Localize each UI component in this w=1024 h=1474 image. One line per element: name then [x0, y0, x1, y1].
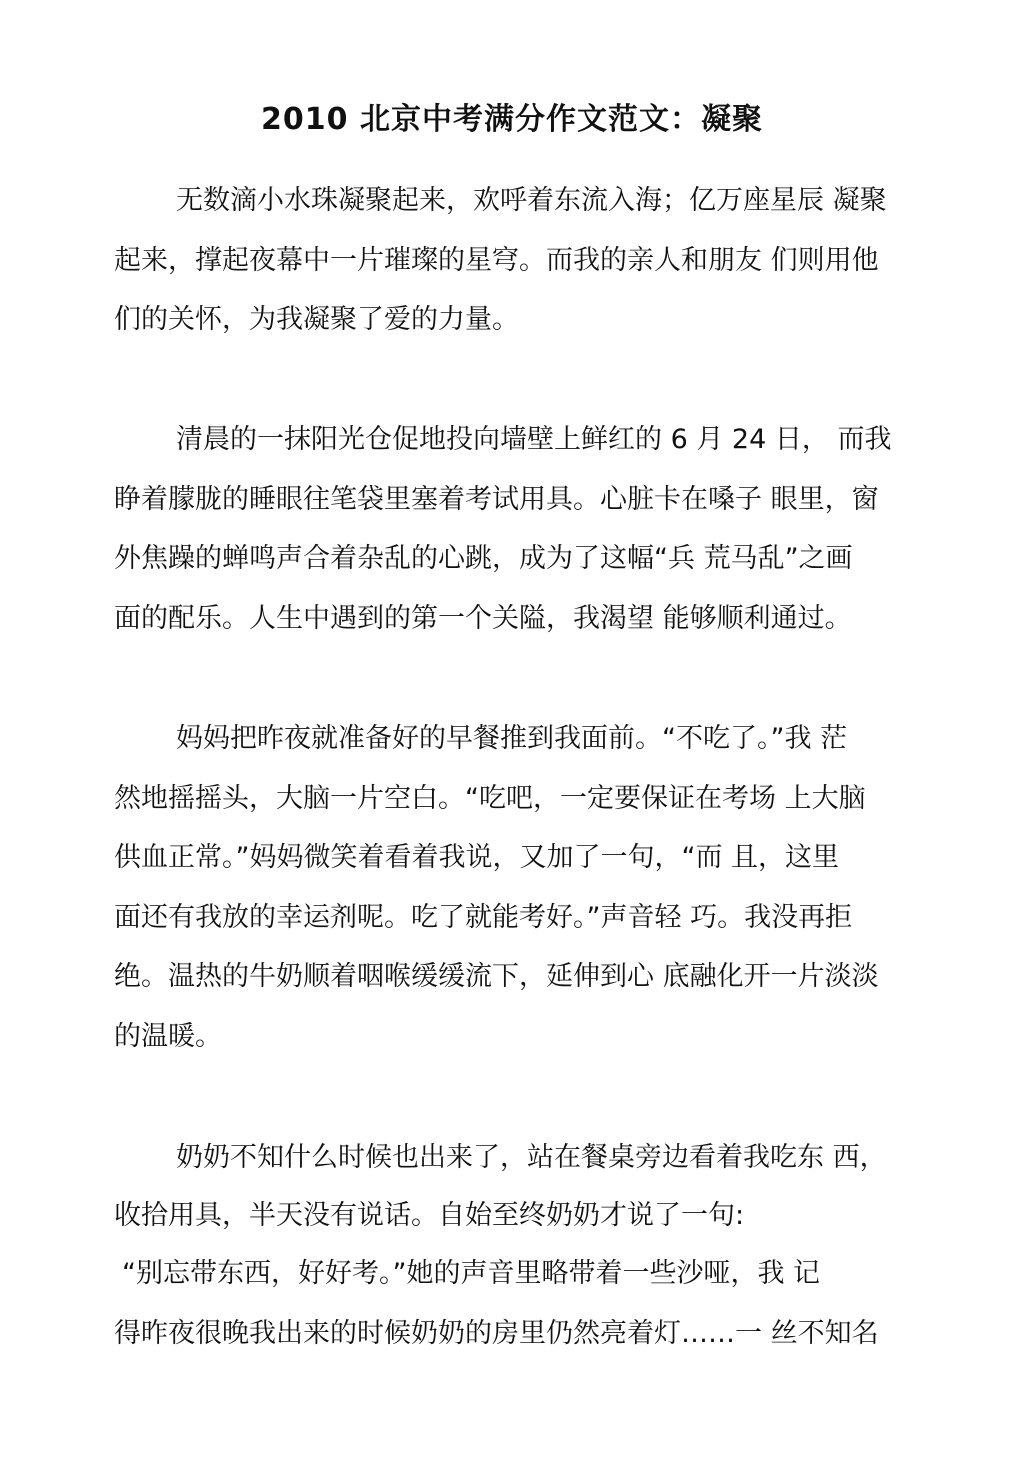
paragraph-2-line-3: 外焦躁的蝉鸣声合着杂乱的心跳，成为了这幅“兵 荒马乱”之画	[114, 543, 853, 574]
paragraph-3-line-5: 绝。温热的牛奶顺着咽喉缓缓流下，延伸到心 底融化开一片淡淡	[114, 961, 879, 992]
paragraph-3-line-4: 面还有我放的幸运剂呢。吃了就能考好。”声音轻 巧。我没再拒	[114, 902, 853, 933]
paragraph-1-line-3: 们的关怀，为我凝聚了爱的力量。	[114, 304, 519, 335]
paragraph-4-line-1: 奶奶不知什么时候也出来了，站在餐桌旁边看着我吃东 西，	[176, 1142, 887, 1173]
paragraph-4-line-3: “别忘带东西，好好考。”她的声音里略带着一些沙哑，我 记	[122, 1258, 821, 1289]
paragraph-3-line-6: 的温暖。	[114, 1021, 222, 1052]
paragraph-2-line-2: 睁着朦胧的睡眼往笔袋里塞着考试用具。心脏卡在嗓子 眼里，窗	[114, 484, 879, 515]
paragraph-4-line-2: 收拾用具，半天没有说话。自始至终奶奶才说了一句:	[114, 1200, 745, 1231]
paragraph-3-line-2: 然地摇摇头，大脑一片空白。“吃吧，一定要保证在考场 上大脑	[114, 783, 866, 814]
paragraph-3-line-1: 妈妈把昨夜就准备好的早餐推到我面前。“不吃了。”我 茫	[176, 723, 848, 754]
paragraph-1-line-1: 无数滴小水珠凝聚起来，欢呼着东流入海；亿万座星辰 凝聚	[176, 185, 887, 216]
paragraph-2-line-1: 清晨的一抹阳光仓促地投向墙壁上鲜红的 6 月 24 日， 而我	[176, 424, 892, 455]
document-title: 2010 北京中考满分作文范文：凝聚	[261, 102, 763, 137]
paragraph-2-line-4: 面的配乐。人生中遇到的第一个关隘，我渴望 能够顺利通过。	[114, 603, 852, 634]
paragraph-1-line-2: 起来，撑起夜幕中一片璀璨的星穹。而我的亲人和朋友 们则用他	[114, 245, 879, 276]
paragraph-3-line-3: 供血正常。”妈妈微笑着看着我说，又加了一句，“而 且，这里	[114, 842, 840, 873]
paragraph-4-line-4: 得昨夜很晚我出来的时候奶奶的房里仍然亮着灯……一 丝不知名	[114, 1318, 879, 1349]
